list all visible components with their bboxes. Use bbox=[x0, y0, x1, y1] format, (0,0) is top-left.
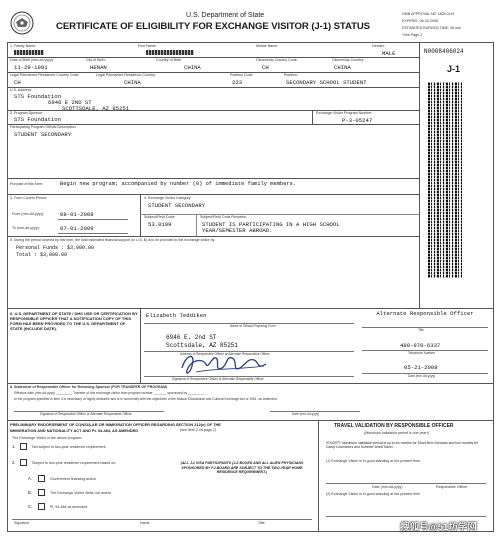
option-b-letter: B. bbox=[28, 490, 32, 495]
gender-label: Gender: bbox=[372, 44, 385, 48]
program-description: STUDENT SECONDARY bbox=[14, 131, 72, 138]
purpose-label: Purpose of this form: bbox=[10, 182, 44, 186]
burden-time: ESTIMATED BURDEN TIME: 45 min bbox=[402, 26, 461, 30]
option-b-label: The Exchange Visitor Skills List and/or bbox=[50, 491, 112, 495]
purpose-text: Begin new program; accompanied by number (0) of immediate family members. bbox=[60, 181, 297, 187]
determination-title-2: IMMIGRATION AND NATIONALITY ACT AND PL 94-484, AS AMENDED bbox=[10, 428, 139, 433]
remarks-line-2: YEAR/SEMESTER ABROAD. bbox=[202, 227, 273, 234]
address-line-2: 6946 E 2ND ST bbox=[48, 99, 92, 106]
option-2-number: 2. bbox=[12, 460, 16, 465]
officer-signature-label: Signature of Responsible Officer or Alternate Responsible Officer bbox=[172, 377, 264, 381]
to-date-label: To (mm-dd-yyyy): bbox=[12, 226, 40, 230]
address-line-1: STS Foundation bbox=[14, 93, 61, 100]
barcode bbox=[428, 82, 462, 278]
from-date: 08-01-2008 bbox=[60, 211, 94, 218]
office-address-2: Scottsdale, AZ 85251 bbox=[166, 342, 239, 349]
department-name: U.S. Department of State bbox=[186, 12, 265, 19]
funding-label: 5. During the period covered by this form, the total estimated financial support (in U.S. $) is to be provided to the exchange visitor by: bbox=[10, 238, 216, 242]
residence-code-label: Legal Permanent Residence Country Code: bbox=[10, 73, 80, 77]
transfer-date-label: Date (mm-dd-yyyy) bbox=[292, 412, 320, 416]
subject-code-label: Subject/Field Code: bbox=[144, 215, 176, 219]
city-of-birth: HENAN bbox=[90, 64, 107, 71]
travel-validation-subtitle: (Maximum validation period is one year*) bbox=[364, 431, 430, 435]
form-frame bbox=[7, 42, 494, 532]
officer-phone: 480-970-6337 bbox=[400, 342, 441, 349]
travel-exception-note: *EXCEPT: Maximum validation period is up to six months for Short-term Scholars and four months for Camp Counselors and Summer Work/Travel. bbox=[326, 441, 479, 450]
address-line-3: SCOTTSDALE, AZ 85251 bbox=[62, 105, 130, 112]
travel-validation-title: TRAVEL VALIDATION BY RESPONSIBLE OFFICER bbox=[334, 423, 454, 429]
transfer-line-1: Effective date (mm-dd-yyyy) _________ Transfer of this exchange visitor from program number _______ sponsored by _________ bbox=[14, 391, 205, 395]
address-label: U.S. Address: bbox=[10, 88, 32, 92]
option-a-label: Government financing and/or bbox=[50, 477, 97, 481]
dob-label: Date of Birth (mm-dd-yyyy): bbox=[10, 58, 54, 62]
sevis-id: N0008406024 bbox=[424, 48, 464, 55]
program-number: P-3-05247 bbox=[342, 117, 373, 124]
option-1-label: Not subject to two-year residence requirement. bbox=[32, 445, 107, 449]
pl-94-484-checkbox[interactable] bbox=[38, 503, 45, 510]
determination-signature-label: Signature bbox=[14, 521, 30, 525]
middle-name-label: Middle Name: bbox=[256, 44, 279, 48]
residence-country-label: Legal Permanent Residence Country: bbox=[96, 73, 156, 77]
form-title: CERTIFICATE OF ELIGIBILITY FOR EXCHANGE VISITOR (J-1) STATUS bbox=[56, 21, 370, 32]
certification-text: 6. U.S. DEPARTMENT OF STATE / DHS USE OR CERTIFICATION BY RESPONSIBLE OFFICER THAT A NOTIFICATION COPY OF THIS FORM HAS BEEN PROVIDED TO THE U.S. DEPARTMENT OF STATE (INCLUDE DATE). bbox=[10, 311, 138, 331]
program-sponsor-label: 3. Program Sponsor: bbox=[10, 111, 44, 115]
signature-date: 05-21-2008 bbox=[404, 364, 438, 371]
visitor-category: STUDENT SECONDARY bbox=[148, 202, 206, 209]
transfer-label: 8. Statement of Responsible Officer for Releasing Sponsor (FOR TRANSFER OF PROGRAM) bbox=[10, 385, 168, 389]
determination-title-suffix: (see item 2 on page 2) bbox=[180, 428, 216, 432]
city-of-birth-label: City of Birth: bbox=[86, 58, 106, 62]
residence-country: CHINA bbox=[124, 79, 141, 86]
program-number-label: Exchange Visitor Program Number: bbox=[316, 111, 373, 115]
determination-intro: The Exchange Visitor in the above program: bbox=[12, 436, 83, 440]
first-name-redacted bbox=[146, 50, 194, 55]
position-code: 223 bbox=[232, 79, 243, 86]
officer-name: Elizabeth Teddiken bbox=[146, 312, 207, 319]
from-date-label: From (mm-dd-yyyy): bbox=[12, 212, 45, 216]
travel-date-label-1: Date (mm-dd-yyyy) bbox=[372, 485, 403, 489]
first-name-label: First Name: bbox=[138, 44, 157, 48]
option-a-letter: A. bbox=[28, 476, 32, 481]
visitor-category-label: 4. Exchange Visitor Category: bbox=[144, 196, 192, 200]
funding-total: Total : $3,000.00 bbox=[16, 252, 68, 258]
residence-code: CH bbox=[14, 79, 21, 86]
remarks-line-1: STUDENT IS PARTICIPATING IN A HIGH SCHOOL bbox=[202, 221, 340, 228]
citizenship-code: CH bbox=[262, 64, 269, 71]
office-address-1: 6946 E. 2nd ST bbox=[166, 334, 217, 341]
determination-name-label: Name bbox=[140, 521, 150, 525]
not-subject-checkbox[interactable] bbox=[20, 443, 27, 450]
two-year-notice: (ALL J-1 VISA PARTICIPANTS (J-2 BOXED AND ALL ALIEN PHYSICIANS SPONSORED BY FJ-BOARD ARE SUBJECT TO THE TWO-YEAR HOME RESIDENCE REQUIREMENT.) bbox=[180, 461, 304, 475]
officer-name-label: Name of Official Preparing Form bbox=[230, 324, 276, 328]
country-of-birth: CHINA bbox=[184, 64, 201, 71]
determination-title-1: PRELIMINARY ENDORSEMENT OF CONSULAR OR IMMIGRATION OFFICER REGARDING SECTION 212(e) OF THE bbox=[10, 422, 221, 427]
transfer-line-2: to the program specified in item 3 is necessary or highly desirable and is in conformity with the objectives of the Mutual Educational and Cultural Exchange Act of 1961, as amended. bbox=[14, 397, 278, 401]
option-c-label: PL 94-484 as amended bbox=[50, 505, 88, 509]
subject-code: 53.0199 bbox=[148, 221, 172, 228]
option-c-letter: C. bbox=[28, 504, 33, 509]
travel-status-1: (1) Exchange Visitor is in good standing at the present time bbox=[326, 459, 421, 463]
travel-status-2: (2) Exchange Visitor is in good standing at the present time bbox=[326, 492, 421, 496]
transfer-sig-label: Signature of Responsible Officer or Alternate Responsible Officer bbox=[40, 412, 132, 416]
remarks-label: Subject/Field Code Remarks: bbox=[200, 215, 247, 219]
signature-date-label: Date (mm-dd-yyyy) bbox=[408, 374, 436, 378]
to-date: 07-01-2009 bbox=[60, 225, 94, 232]
program-description-label: Participating Program Official Description: bbox=[10, 125, 77, 129]
option-2-label: Subject to two-year residence requirement based on: bbox=[32, 461, 117, 465]
officer-title: Alternate Responsible Officer bbox=[376, 310, 474, 317]
government-financing-checkbox[interactable] bbox=[38, 475, 45, 482]
funding-personal: Personal Funds : $3,000.00 bbox=[16, 245, 95, 251]
see-page-note: *See Page 2 bbox=[402, 33, 423, 37]
officer-title-label: Title bbox=[418, 328, 424, 332]
program-sponsor: STS Foundation bbox=[14, 116, 61, 123]
citizenship-code-label: Citizenship Country Code: bbox=[256, 58, 298, 62]
form-covers-label: 3. Form Covers Period: bbox=[10, 196, 48, 200]
skills-list-checkbox[interactable] bbox=[38, 489, 45, 496]
state-seal-icon bbox=[10, 11, 34, 35]
position-label: Position: bbox=[284, 73, 298, 77]
position: SECONDARY SCHOOL STUDENT bbox=[286, 79, 367, 86]
citizenship-country: CHINA bbox=[334, 64, 351, 71]
family-name-label: 1. Family Name: bbox=[10, 44, 37, 48]
travel-sig-label-1: Responsible Officer bbox=[436, 485, 468, 489]
office-address-label: Address of Responsible Officer or Alternate Responsible Officer bbox=[180, 352, 270, 356]
country-of-birth-label: Country of Birth: bbox=[156, 58, 182, 62]
expiration-date: EXPIRES: 06-30-2008 bbox=[402, 19, 438, 23]
family-name-redacted bbox=[14, 50, 44, 55]
visa-type: J-1 bbox=[447, 64, 461, 74]
position-code-label: Position Code: bbox=[230, 73, 254, 77]
officer-phone-label: Telephone Number bbox=[408, 351, 435, 355]
dob: 11-29-1991 bbox=[14, 64, 48, 71]
citizenship-country-label: Citizenship Country: bbox=[332, 58, 365, 62]
option-1-number: 1. bbox=[12, 444, 16, 449]
site-watermark: 搜狐号@51坊学网 bbox=[400, 522, 477, 533]
gender: MALE bbox=[382, 50, 396, 57]
subject-checkbox[interactable] bbox=[20, 459, 27, 466]
omb-number: OMB APPROVAL NO 1405-0119 bbox=[402, 12, 455, 16]
determination-title-label: Title bbox=[258, 521, 265, 525]
